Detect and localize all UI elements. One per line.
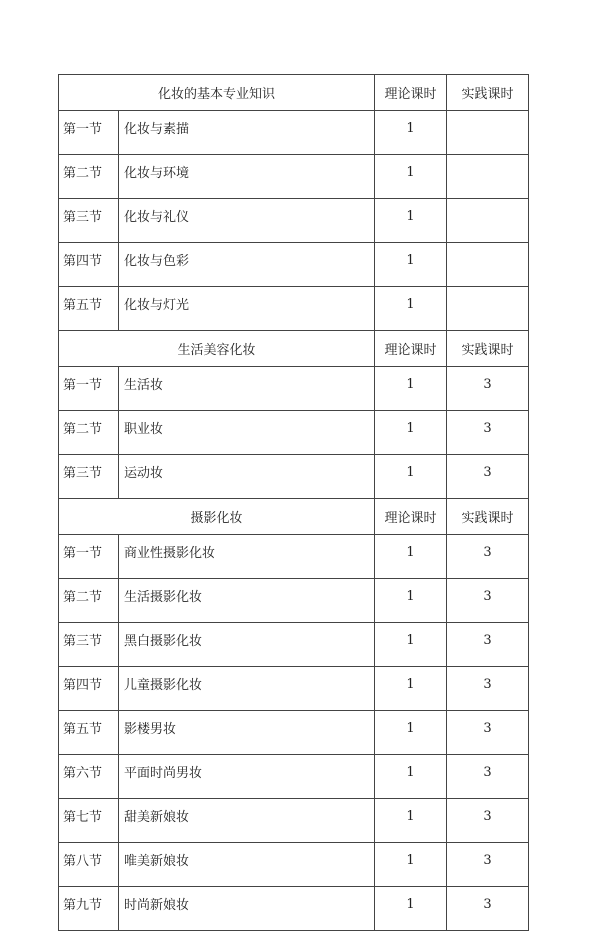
practice-hours: 3: [447, 667, 529, 711]
lesson-name: 儿童摄影化妆: [119, 667, 375, 711]
theory-hours-header: 理论课时: [375, 499, 447, 535]
table-row: [59, 411, 529, 455]
lesson-name: 化妆与环境: [119, 155, 375, 199]
section-number: 第三节: [59, 455, 119, 499]
lesson-name: 化妆与灯光: [119, 287, 375, 331]
practice-hours: 3: [447, 623, 529, 667]
section-title: 化妆的基本专业知识: [59, 75, 375, 111]
table-row: [59, 799, 529, 843]
section-number: 第六节: [59, 755, 119, 799]
theory-hours: 1: [375, 111, 447, 155]
lesson-name: 职业妆: [119, 411, 375, 455]
lesson-name: 影楼男妆: [119, 711, 375, 755]
practice-hours: 3: [447, 411, 529, 455]
practice-hours: 3: [447, 535, 529, 579]
section-title: 生活美容化妆: [59, 331, 375, 367]
practice-hours: 3: [447, 887, 529, 931]
section-header-row: [59, 75, 529, 111]
lesson-name: 化妆与礼仪: [119, 199, 375, 243]
lesson-name: 生活摄影化妆: [119, 579, 375, 623]
table-row: [59, 535, 529, 579]
section-number: 第四节: [59, 243, 119, 287]
table-row: [59, 155, 529, 199]
section-header-row: [59, 499, 529, 535]
practice-hours: 3: [447, 455, 529, 499]
section-number: 第七节: [59, 799, 119, 843]
theory-hours: 1: [375, 711, 447, 755]
table-row: [59, 199, 529, 243]
lesson-name: 运动妆: [119, 455, 375, 499]
table-row: [59, 755, 529, 799]
section-number: 第八节: [59, 843, 119, 887]
table-row: [59, 367, 529, 411]
lesson-name: 生活妆: [119, 367, 375, 411]
theory-hours: 1: [375, 799, 447, 843]
practice-hours: 3: [447, 843, 529, 887]
theory-hours: 1: [375, 843, 447, 887]
practice-hours: 3: [447, 755, 529, 799]
table-row: [59, 243, 529, 287]
section-number: 第二节: [59, 155, 119, 199]
section-number: 第四节: [59, 667, 119, 711]
theory-hours: 1: [375, 367, 447, 411]
section-header-row: [59, 331, 529, 367]
theory-hours: 1: [375, 411, 447, 455]
table-row: [59, 711, 529, 755]
lesson-name: 化妆与素描: [119, 111, 375, 155]
section-number: 第二节: [59, 411, 119, 455]
table-row: [59, 111, 529, 155]
lesson-name: 商业性摄影化妆: [119, 535, 375, 579]
theory-hours: 1: [375, 755, 447, 799]
practice-hours: [447, 155, 529, 199]
lesson-name: 黑白摄影化妆: [119, 623, 375, 667]
theory-hours: 1: [375, 155, 447, 199]
section-number: 第一节: [59, 367, 119, 411]
theory-hours: 1: [375, 455, 447, 499]
theory-hours: 1: [375, 887, 447, 931]
practice-hours: [447, 243, 529, 287]
practice-hours-header: 实践课时: [447, 331, 529, 367]
curriculum-table-body: [59, 75, 529, 931]
practice-hours: 3: [447, 579, 529, 623]
lesson-name: 时尚新娘妆: [119, 887, 375, 931]
theory-hours: 1: [375, 623, 447, 667]
theory-hours: 1: [375, 535, 447, 579]
theory-hours-header: 理论课时: [375, 75, 447, 111]
section-number: 第一节: [59, 535, 119, 579]
practice-hours: 3: [447, 367, 529, 411]
table-row: [59, 287, 529, 331]
table-row: [59, 455, 529, 499]
section-title: 摄影化妆: [59, 499, 375, 535]
theory-hours-header: 理论课时: [375, 331, 447, 367]
table-row: [59, 887, 529, 931]
lesson-name: 平面时尚男妆: [119, 755, 375, 799]
lesson-name: 甜美新娘妆: [119, 799, 375, 843]
lesson-name: 唯美新娘妆: [119, 843, 375, 887]
section-number: 第二节: [59, 579, 119, 623]
table-row: [59, 579, 529, 623]
section-number: 第五节: [59, 711, 119, 755]
theory-hours: 1: [375, 579, 447, 623]
curriculum-table: [58, 74, 529, 931]
practice-hours: 3: [447, 711, 529, 755]
table-row: [59, 623, 529, 667]
section-number: 第三节: [59, 199, 119, 243]
theory-hours: 1: [375, 243, 447, 287]
practice-hours: [447, 111, 529, 155]
practice-hours: [447, 287, 529, 331]
theory-hours: 1: [375, 199, 447, 243]
section-number: 第一节: [59, 111, 119, 155]
lesson-name: 化妆与色彩: [119, 243, 375, 287]
practice-hours: [447, 199, 529, 243]
section-number: 第五节: [59, 287, 119, 331]
theory-hours: 1: [375, 667, 447, 711]
section-number: 第三节: [59, 623, 119, 667]
table-row: [59, 667, 529, 711]
practice-hours-header: 实践课时: [447, 499, 529, 535]
section-number: 第九节: [59, 887, 119, 931]
practice-hours: 3: [447, 799, 529, 843]
table-row: [59, 843, 529, 887]
practice-hours-header: 实践课时: [447, 75, 529, 111]
theory-hours: 1: [375, 287, 447, 331]
